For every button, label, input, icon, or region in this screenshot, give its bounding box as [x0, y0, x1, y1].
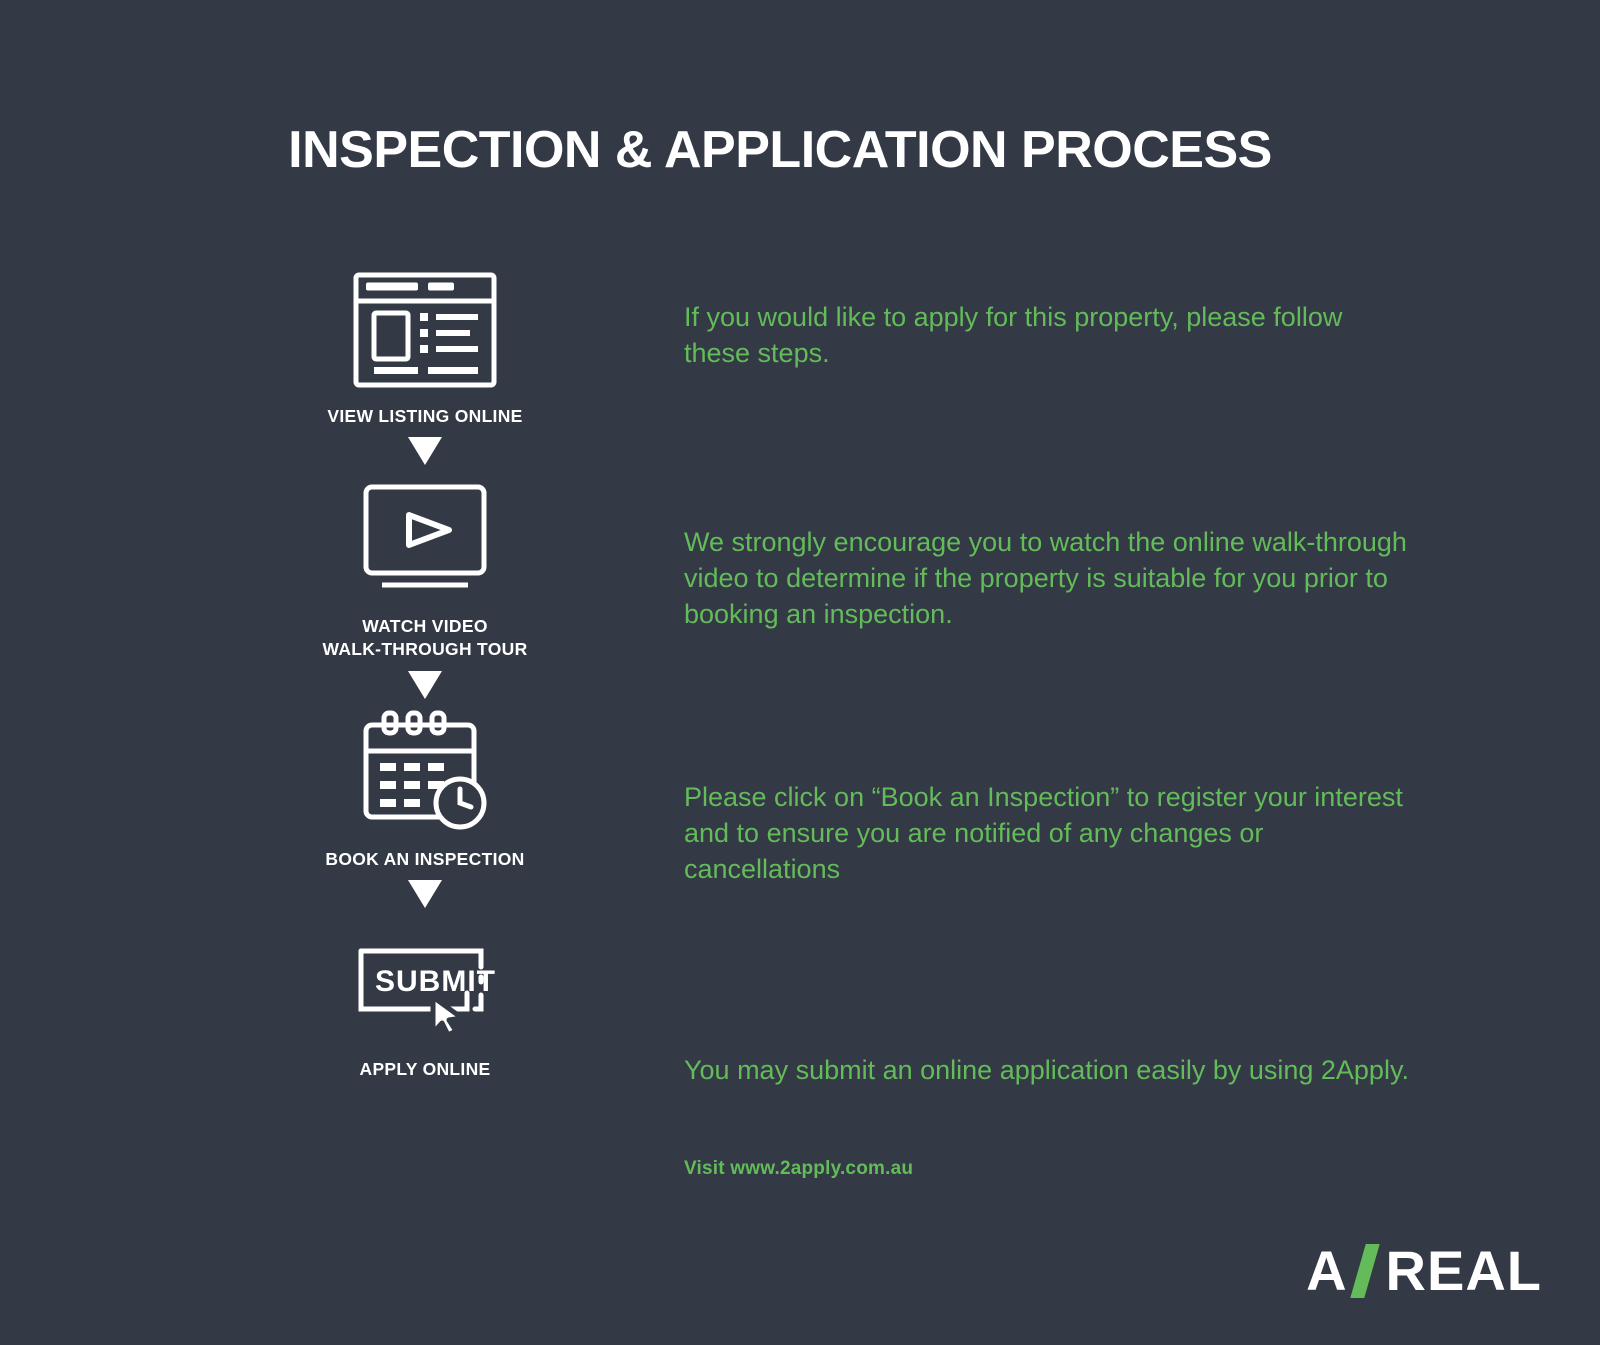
step-label-apply-online: APPLY ONLINE — [359, 1058, 491, 1079]
arrow-down-icon-2 — [290, 662, 560, 708]
copy-paragraph-4: You may submit an online application easily by using 2Apply. — [684, 1055, 1409, 1085]
logo-word-real: REAL — [1385, 1239, 1542, 1302]
logo-slash-icon — [1350, 1244, 1379, 1298]
copy-paragraph-2: We strongly encourage you to watch the online walk-through video to determine if the property is suitable for you prior to booking an inspection. — [684, 527, 1407, 629]
svg-text:SUBMIT: SUBMIT — [375, 964, 496, 998]
step-watch-video — [290, 475, 560, 662]
step-view-listing-online — [290, 265, 560, 429]
process-steps — [290, 265, 560, 1081]
step-book-inspection — [290, 708, 560, 872]
page-title: INSPECTION & APPLICATION PROCESS — [288, 121, 1272, 179]
visit-url-text: Visit www.2apply.com.au — [684, 1158, 914, 1179]
copy-paragraph-3: Please click on “Book an Inspection” to register your interest and to ensure you are notified of any changes or cancellations — [684, 782, 1403, 884]
listing-window-icon — [290, 265, 560, 395]
arrow-down-icon-1 — [290, 429, 560, 475]
step-label-view-listing: VIEW LISTING ONLINE — [327, 406, 523, 426]
step-label-watch-video-line1: WATCH VIDEO — [362, 615, 488, 636]
calendar-clock-icon — [290, 708, 560, 838]
submit-button-cursor-icon — [290, 918, 560, 1048]
step-label-watch-video — [290, 615, 560, 662]
arrow-down-icon-3 — [290, 872, 560, 918]
brand-logo — [1306, 1239, 1542, 1302]
step-label-watch-video-line2: WALK-THROUGH TOUR — [322, 639, 528, 660]
step-label-book-inspection: BOOK AN INSPECTION — [325, 848, 525, 869]
copy-paragraph-1: If you would like to apply for this property, please follow these steps. — [684, 302, 1343, 368]
step-apply-online — [290, 918, 560, 1082]
logo-letter-a: A — [1306, 1239, 1348, 1302]
video-play-icon — [290, 475, 560, 605]
